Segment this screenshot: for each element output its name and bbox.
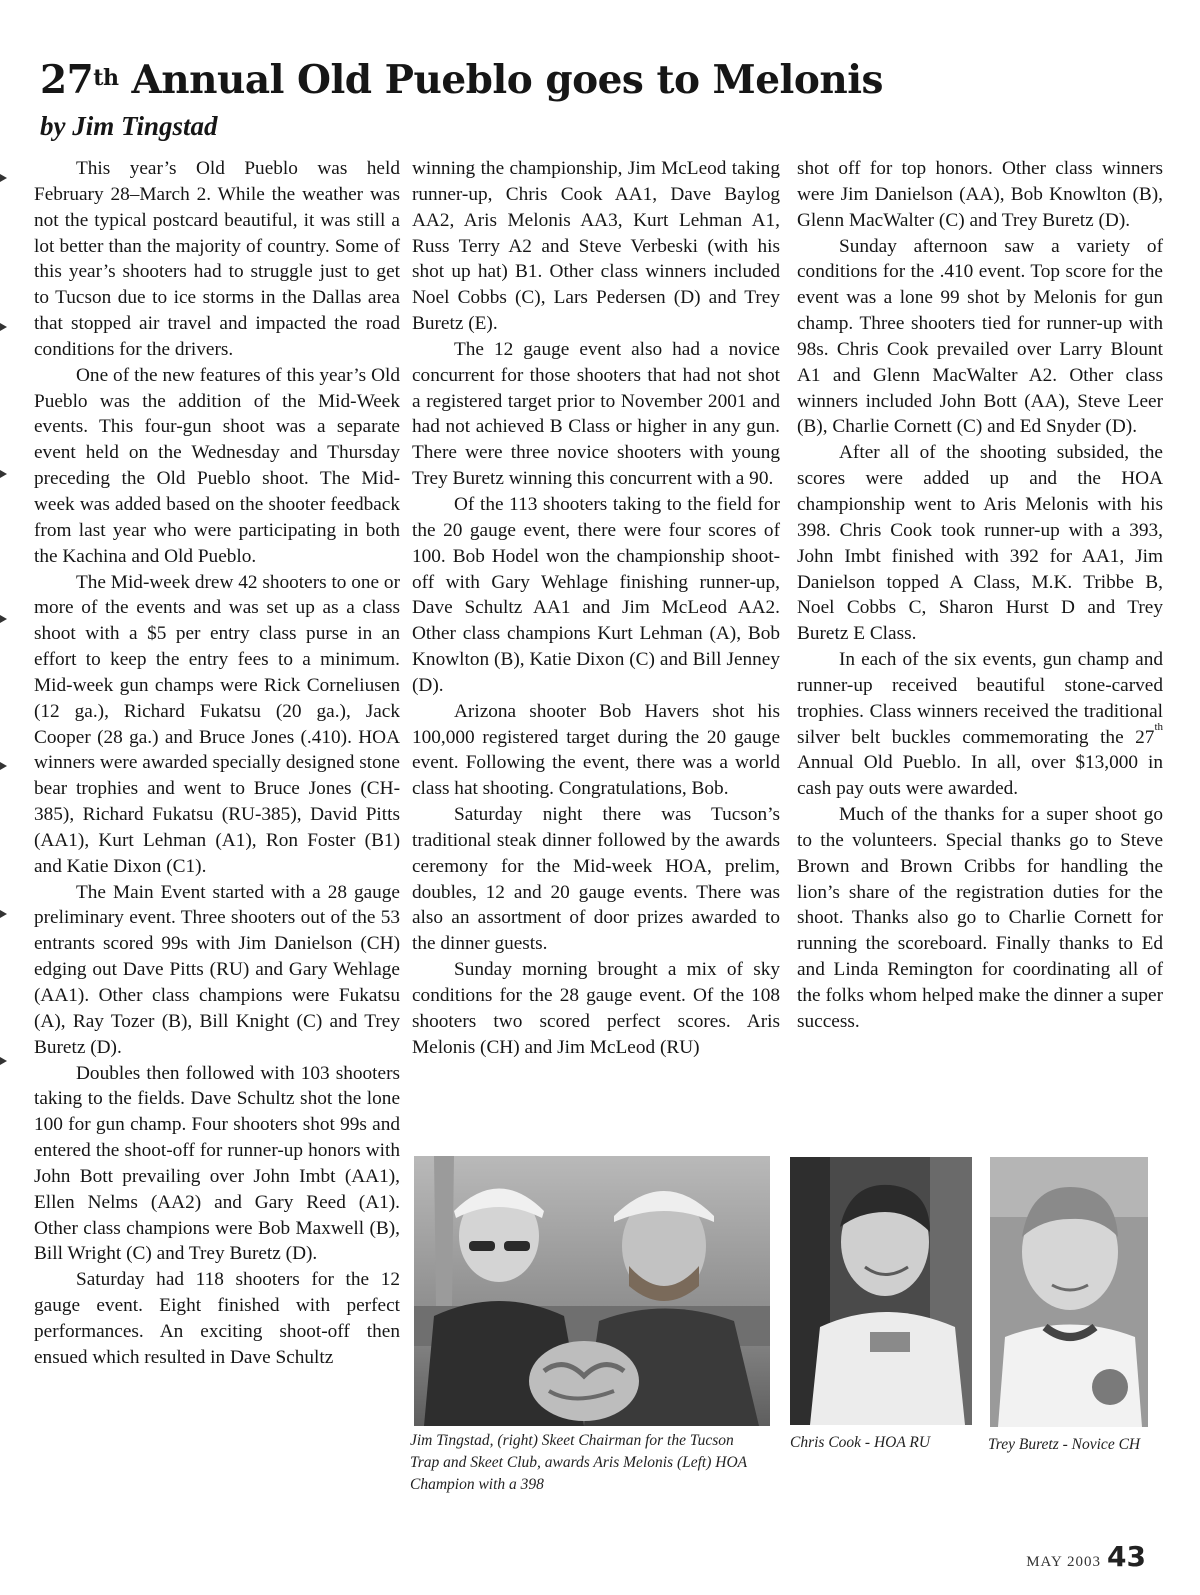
text-column-3 xyxy=(797,156,1163,1035)
issue-date: MAY 2003 xyxy=(1026,1554,1102,1570)
paragraph: After all of the shooting subsided, the scores were added up and the HOA championship went to Aris Melonis with his 398. Chris Cook took runner-up with a 393, John Imbt finished with 392 for AA1, Jim Danielson topped A Class, M.K. Tribbe B, Noel Cobbs C, Sharon Hurst D and Trey Buretz E Class. xyxy=(797,442,1163,645)
page-number: 43 xyxy=(1107,1540,1146,1573)
paragraph: Of the 113 shooters taking to the field for the 20 gauge event, there were four scores of 100. Bob Hodel won the championship shoot-off with Gary Wehlage finishing runner-up, Dave Schultz AA1 and Jim McLeod AA2. Other class champions Kurt Lehman (A), Bob Knowlton (B), Katie Dixon (C) and Bill Jenney (D). xyxy=(412,493,780,696)
paragraph: shot off for top honors. Other class winners were Jim Danielson (AA), Bob Knowlton (B), Glenn MacWalter (C) and Trey Buretz (D). xyxy=(797,158,1163,231)
paragraph: Much of the thanks for a super shoot go to the volunteers. Special thanks go to Steve Brown and Brown Cribbs for handling the lion’s share of the registration duties for the shoot. Thanks also go to Charlie Cornett for running the scoreboard. Finally thanks to Ed and Linda Remington for coordinating all of the folks whom helped make the dinner a super success. xyxy=(797,804,1163,1032)
text-column-2 xyxy=(412,156,780,1061)
paragraph-text: In each of the six events, gun champ and runner-up received beautiful stone-carved trophies. Class winners received the traditional silver belt buckles commemorating the 27 xyxy=(797,649,1163,748)
text-column-1 xyxy=(34,156,400,1371)
paragraph xyxy=(797,647,1163,802)
paragraph: The 12 gauge event also had a novice concurrent for those shooters that had not shot a registered target prior to November 2001 and had not achieved B Class or higher in any gun. There were three novice shooters with young Trey Buretz winning this concurrent with a 90. xyxy=(412,338,780,490)
paragraph: This year’s Old Pueblo was held February 28–March 2. While the weather was not the typical postcard beautiful, it was still a lot better than the majority of country. Some of this year’s shooters had to struggle just to get to Tucson due to ice storms in the Dallas area that stopped air travel and impacted the road conditions for the drivers. xyxy=(34,158,400,360)
photo-chris-cook xyxy=(790,1157,972,1425)
margin-mark xyxy=(0,470,9,478)
margin-mark xyxy=(0,1057,9,1065)
margin-mark xyxy=(0,910,9,918)
paragraph: The Main Event started with a 28 gauge preliminary event. Three shooters out of the 53 entrants scored 99s with Jim Danielson (CH) edging out Dave Pitts (RU) and Gary Wehlage (AA1). Other class champions were Fukatsu (A), Ray Tozer (B), Bill Knight (C) and Trey Buretz (D). xyxy=(34,881,400,1058)
paragraph-text: Annual Old Pueblo. In all, over $13,000 in cash pay outs were awarded. xyxy=(797,752,1163,800)
article-byline: by Jim Tingstad xyxy=(40,111,218,141)
margin-mark xyxy=(0,174,9,182)
page-footer xyxy=(1026,1540,1146,1573)
paragraph: Saturday had 118 shooters for the 12 gauge event. Eight finished with perfect performances. An exciting shoot-off then ensued which resulted in Dave Schultz xyxy=(34,1269,400,1368)
article-title xyxy=(40,56,883,104)
photo-award-image xyxy=(414,1156,770,1426)
photo-trey-buretz-image xyxy=(990,1157,1148,1427)
title-text: Annual Old Pueblo goes to Melonis xyxy=(118,57,883,103)
margin-mark xyxy=(0,762,9,770)
margin-mark xyxy=(0,615,9,623)
paragraph: The Mid-week drew 42 shooters to one or more of the events and was set up as a class shoot with a $5 per entry class purse in an effort to keep the entry fees to a minimum. Mid-week gun champs were Rick Corneliusen (12 ga.), Richard Fukatsu (20 ga.), Jack Cooper (28 ga.) and Bruce Jones (.410). HOA winners were awarded specially designed stone bear trophies and went to Bruce Jones (CH-385), Richard Fukatsu (RU-385), David Pitts (AA1), Kurt Lehman (A1), Ron Foster (B1) and Katie Dixon (C1). xyxy=(34,571,400,877)
margin-mark xyxy=(0,323,9,331)
paragraph: Sunday afternoon saw a variety of conditions for the .410 event. Top score for the event was a lone 99 shot by Melonis for gun champ. Three shooters tied for runner-up with 98s. Chris Cook prevailed over Larry Blount A1 and Glenn MacWalter A2. Other class winners included John Bott (AA), Steve Leer (B), Charlie Cornett (C) and Ed Snyder (D). xyxy=(797,235,1163,438)
paragraph: Sunday morning brought a mix of sky conditions for the 28 gauge event. Of the 108 shooters two scored perfect scores. Aris Melonis (CH) and Jim McLeod (RU) xyxy=(412,959,780,1058)
photo-award-presentation xyxy=(414,1156,770,1426)
paragraph: Saturday night there was Tucson’s traditional steak dinner followed by the awards ceremony for the Mid-week HOA, prelim, doubles, 12 and 20 gauge events. There was also an assortment of door prizes awarded to the dinner guests. xyxy=(412,804,780,955)
paragraph: Arizona shooter Bob Havers shot his 100,000 registered target during the 20 gauge event. Following the event, there was a world class hat shooting. Congratulations, Bob. xyxy=(412,700,780,800)
paragraph: winning the championship, Jim McLeod taking runner-up, Chris Cook AA1, Dave Baylog AA2, Aris Melonis AA3, Kurt Lehman A1, Russ Terry A2 and Steve Verbeski (with his shot up hat) B1. Other class winners included Noel Cobbs (C), Lars Pedersen (D) and Trey Buretz (E). xyxy=(412,158,780,335)
caption-trey-buretz: Trey Buretz - Novice CH xyxy=(988,1436,1141,1453)
title-number: 27 xyxy=(40,57,94,103)
caption-chris-cook: Chris Cook - HOA RU xyxy=(790,1434,931,1451)
paragraph: Doubles then followed with 103 shooters taking to the fields. Dave Schultz shot the lone 100 for gun champ. Four shooters shot 99s and entered the shoot-off for runner-up honors with John Bott prevailing over John Imbt (AA1), Ellen Nelms (AA2) and Gary Reed (A1). Other class champions were Bob Maxwell (B), Bill Wright (C) and Trey Buretz (D). xyxy=(34,1062,400,1265)
photo-trey-buretz xyxy=(990,1157,1148,1427)
caption-award-photo: Jim Tingstad, (right) Skeet Chairman for the Tucson Trap and Skeet Club, awards Aris Melonis (Left) HOA Champion with a 398 xyxy=(410,1432,747,1493)
paragraph: One of the new features of this year’s Old Pueblo was the addition of the Mid-Week events. This four-gun shoot was a separate event held on the Wednesday and Thursday preceding the Old Pueblo shoot. The Mid-week was added based on the shooter feedback from last year who were participating in both the Kachina and Old Pueblo. xyxy=(34,364,400,567)
ordinal-suffix: th xyxy=(1154,720,1163,733)
title-ordinal: th xyxy=(93,65,119,91)
photo-chris-cook-image xyxy=(790,1157,972,1425)
